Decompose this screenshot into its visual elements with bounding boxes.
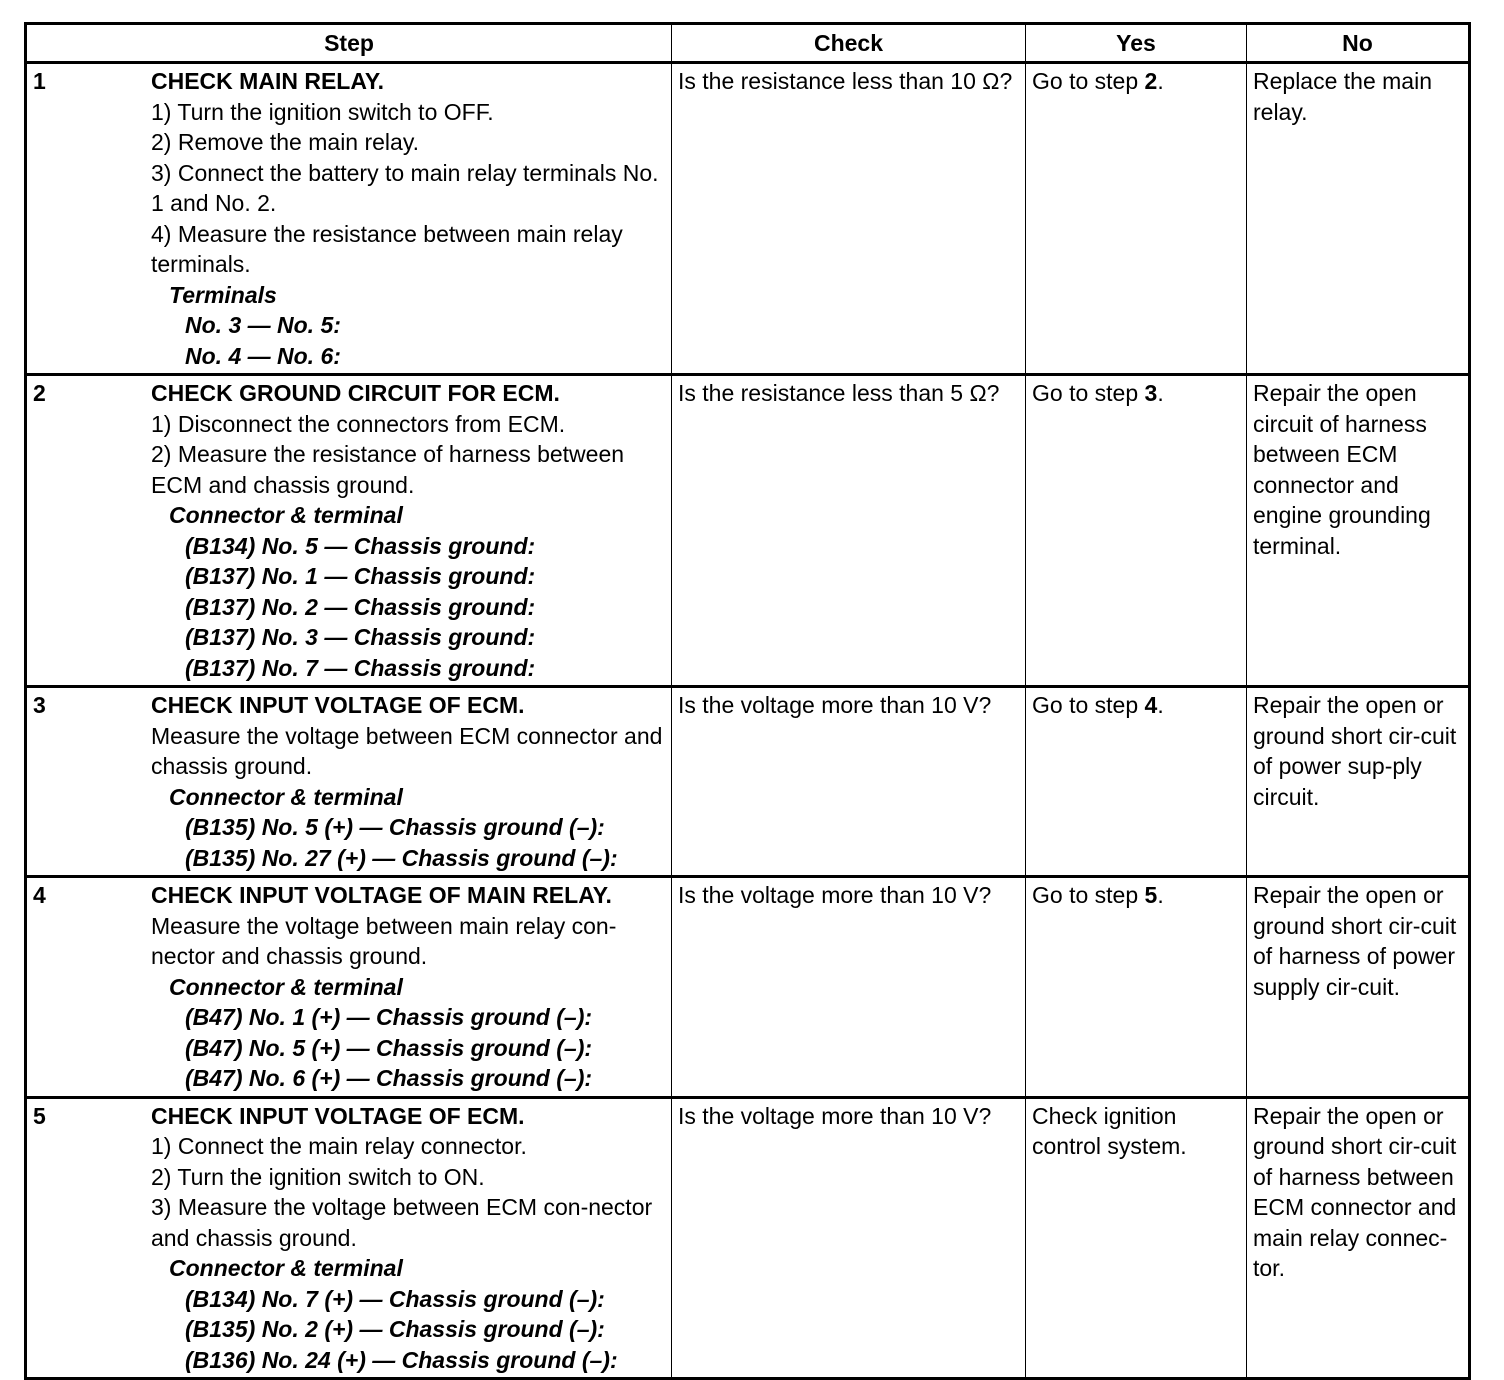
table-row bbox=[26, 375, 1470, 687]
step-instruction: 2) Measure the resistance of harness between ECM and chassis ground. bbox=[151, 441, 625, 498]
table-row bbox=[26, 687, 1470, 877]
yes-cell bbox=[1026, 375, 1247, 687]
step-number: 3 bbox=[33, 692, 46, 718]
terminal-item: (B137) No. 2 — Chassis ground: bbox=[185, 593, 536, 620]
step-instruction: 2) Remove the main relay. bbox=[151, 129, 420, 155]
terminal-item: (B134) No. 5 — Chassis ground: bbox=[185, 532, 536, 559]
yes-cell bbox=[1026, 877, 1247, 1098]
step-instruction: 3) Connect the battery to main relay terminals No. 1 and No. 2. bbox=[151, 159, 659, 216]
yes-text: Go to step bbox=[1032, 882, 1145, 908]
terminal-item: (B47) No. 6 (+) — Chassis ground (–): bbox=[185, 1065, 593, 1091]
yes-suffix: . bbox=[1157, 380, 1164, 406]
yes-step-number: 2 bbox=[1144, 68, 1158, 94]
no-column-header: No bbox=[1247, 24, 1470, 63]
step-title: CHECK INPUT VOLTAGE OF MAIN RELAY. bbox=[151, 882, 612, 908]
step-cell bbox=[26, 877, 672, 1098]
table-row bbox=[26, 1097, 1470, 1379]
step-cell bbox=[26, 1097, 672, 1379]
table-row bbox=[26, 63, 1470, 375]
no-cell: Repair the open or ground short cir-cuit of power sup-ply circuit. bbox=[1247, 687, 1470, 877]
step-column-header: Step bbox=[26, 24, 672, 63]
step-number: 5 bbox=[33, 1102, 46, 1129]
step-instruction: 1) Turn the ignition switch to OFF. bbox=[151, 98, 494, 125]
terminal-item: (B134) No. 7 (+) — Chassis ground (–): bbox=[185, 1285, 605, 1312]
step-instruction: 2) Turn the ignition switch to ON. bbox=[151, 1163, 485, 1190]
sub-heading: Connector & terminal bbox=[169, 502, 403, 528]
terminal-item: No. 4 — No. 6: bbox=[185, 342, 341, 369]
sub-heading: Connector & terminal bbox=[169, 783, 403, 810]
check-cell: Is the voltage more than 10 V? bbox=[672, 1097, 1026, 1379]
table-header bbox=[26, 24, 1470, 63]
yes-text: Go to step bbox=[1032, 380, 1145, 406]
step-title: CHECK INPUT VOLTAGE OF ECM. bbox=[151, 1102, 525, 1129]
step-number: 2 bbox=[33, 380, 46, 406]
step-instruction: Measure the voltage between main relay con-nector and chassis ground. bbox=[151, 912, 617, 969]
step-instruction: 1) Disconnect the connectors from ECM. bbox=[151, 410, 566, 437]
no-cell: Repair the open or ground short cir-cuit of harness between ECM connector and main relay connec-tor. bbox=[1247, 1097, 1470, 1379]
diagnostic-table bbox=[24, 22, 1471, 1380]
no-cell: Repair the open circuit of harness between ECM connector and engine grounding terminal. bbox=[1247, 375, 1470, 687]
step-number: 1 bbox=[33, 68, 46, 94]
step-title: CHECK INPUT VOLTAGE OF ECM. bbox=[151, 692, 525, 718]
yes-column-header: Yes bbox=[1026, 24, 1247, 63]
terminal-item: No. 3 — No. 5: bbox=[185, 312, 341, 338]
sub-heading: Terminals bbox=[169, 281, 277, 308]
terminal-item: (B47) No. 5 (+) — Chassis ground (–): bbox=[185, 1034, 593, 1061]
yes-suffix: . bbox=[1157, 68, 1164, 94]
yes-text: Go to step bbox=[1032, 692, 1145, 718]
step-cell bbox=[26, 375, 672, 687]
terminal-item: (B137) No. 7 — Chassis ground: bbox=[185, 654, 536, 681]
step-instruction: 3) Measure the voltage between ECM con-nector and chassis ground. bbox=[151, 1194, 653, 1251]
check-cell: Is the voltage more than 10 V? bbox=[672, 687, 1026, 877]
sub-heading: Connector & terminal bbox=[169, 973, 403, 1000]
header-row bbox=[26, 24, 1470, 63]
no-cell: Replace the main relay. bbox=[1247, 63, 1470, 375]
terminal-item: (B137) No. 3 — Chassis ground: bbox=[185, 624, 536, 650]
terminal-item: (B135) No. 27 (+) — Chassis ground (–): bbox=[185, 844, 618, 871]
step-title: CHECK MAIN RELAY. bbox=[151, 68, 385, 94]
yes-step-number: 5 bbox=[1144, 882, 1158, 908]
yes-suffix: . bbox=[1157, 882, 1164, 908]
table-body bbox=[26, 63, 1470, 1379]
terminal-item: (B135) No. 2 (+) — Chassis ground (–): bbox=[185, 1316, 605, 1342]
yes-cell bbox=[1026, 1097, 1247, 1379]
yes-step-number: 4 bbox=[1144, 692, 1158, 718]
terminal-item: (B47) No. 1 (+) — Chassis ground (–): bbox=[185, 1004, 593, 1030]
check-column-header: Check bbox=[672, 24, 1026, 63]
terminal-item: (B137) No. 1 — Chassis ground: bbox=[185, 563, 536, 589]
check-cell: Is the resistance less than 10 Ω? bbox=[672, 63, 1026, 375]
step-cell bbox=[26, 687, 672, 877]
check-cell: Is the voltage more than 10 V? bbox=[672, 877, 1026, 1098]
no-cell: Repair the open or ground short cir-cuit of harness of power supply cir-cuit. bbox=[1247, 877, 1470, 1098]
sub-heading: Connector & terminal bbox=[169, 1255, 403, 1281]
yes-text: Check ignition control system. bbox=[1032, 1102, 1187, 1159]
yes-step-number: 3 bbox=[1144, 380, 1158, 406]
table-row bbox=[26, 877, 1470, 1098]
step-instruction: Measure the voltage between ECM connector and chassis ground. bbox=[151, 722, 663, 779]
yes-text: Go to step bbox=[1032, 68, 1145, 94]
step-cell bbox=[26, 63, 672, 375]
step-instruction: 1) Connect the main relay connector. bbox=[151, 1133, 527, 1159]
step-title: CHECK GROUND CIRCUIT FOR ECM. bbox=[151, 380, 560, 406]
yes-cell bbox=[1026, 687, 1247, 877]
terminal-item: (B135) No. 5 (+) — Chassis ground (–): bbox=[185, 814, 605, 840]
yes-cell bbox=[1026, 63, 1247, 375]
terminal-item: (B136) No. 24 (+) — Chassis ground (–): bbox=[185, 1346, 618, 1373]
step-instruction: 4) Measure the resistance between main relay terminals. bbox=[151, 220, 623, 277]
check-cell: Is the resistance less than 5 Ω? bbox=[672, 375, 1026, 687]
yes-suffix: . bbox=[1157, 692, 1164, 718]
step-number: 4 bbox=[33, 882, 46, 908]
